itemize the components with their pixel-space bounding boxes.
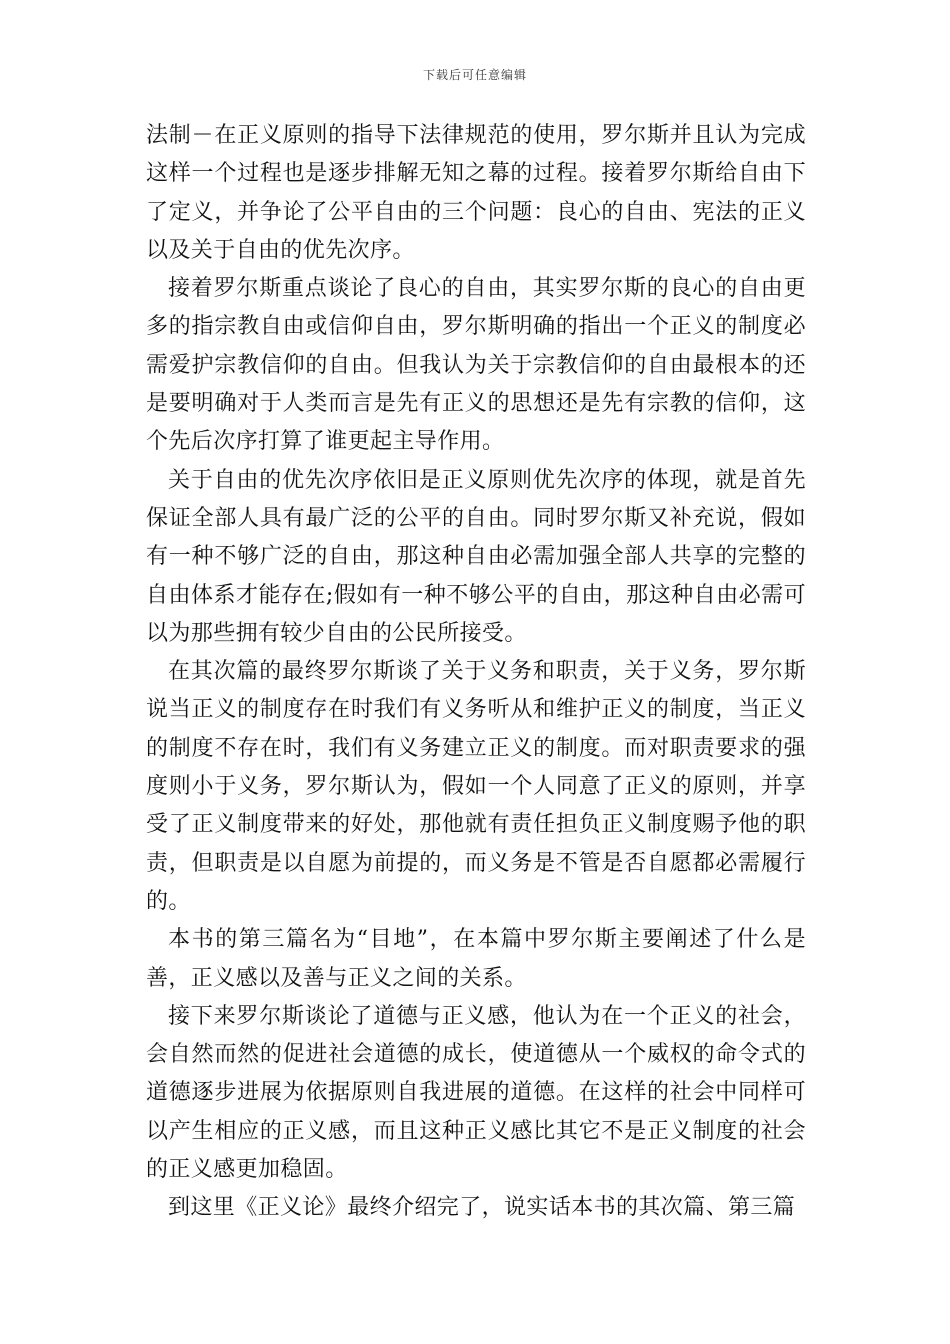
- paragraph-6: 接下来罗尔斯谈论了道德与正义感，他认为在一个正义的社会，会自然而然的促进社会道德的成长，使道德从一个威权的命令式的道德逐步进展为依据原则自我进展的道德。在这样的社会中同样可以产生相应的正义感，而且这种正义感比其它不是正义制度的社会的正义感更加稳固。: [146, 1003, 806, 1183]
- paragraph-1: 法制－在正义原则的指导下法律规范的使用，罗尔斯并且认为完成这样一个过程也是逐步排解无知之幕的过程。接着罗尔斯给自由下了定义，并争论了公平自由的三个问题：良心的自由、宪法的正义以及关于自由的优先次序。: [146, 123, 806, 263]
- document-body: [146, 117, 806, 1228]
- paragraph-2: 接着罗尔斯重点谈论了良心的自由，其实罗尔斯的良心的自由更多的指宗教自由或信仰自由，罗尔斯明确的指出一个正义的制度必需爱护宗教信仰的自由。但我认为关于宗教信仰的自由最根本的还是要明确对于人类而言是先有正义的思想还是先有宗教的信仰，这个先后次序打算了谁更起主导作用。: [146, 276, 806, 455]
- paragraph-4: 在其次篇的最终罗尔斯谈了关于义务和职责，关于义务，罗尔斯说当正义的制度存在时我们有义务听从和维护正义的制度，当正义的制度不存在时，我们有义务建立正义的制度。而对职责要求的强度则小于义务，罗尔斯认为，假如一个人同意了正义的原则，并享受了正义制度带来的好处，那他就有责任担负正义制度赐予他的职责，但职责是以自愿为前提的，而义务是不管是否自愿都必需履行的。: [146, 659, 806, 914]
- paragraph-3: 关于自由的优先次序依旧是正义原则优先次序的体现，就是首先保证全部人具有最广泛的公平的自由。同时罗尔斯又补充说，假如有一种不够广泛的自由，那这种自由必需加强全部人共享的完整的自由体系才能存在;假如有一种不够公平的自由，那这种自由必需可以为那些拥有较少自由的公民所接受。: [146, 467, 806, 646]
- paragraph-5: 本书的第三篇名为“目地”，在本篇中罗尔斯主要阐述了什么是善，正义感以及善与正义之间的关系。: [146, 927, 806, 991]
- page-header-note: 下载后可任意编辑: [422, 68, 527, 82]
- paragraph-7: 到这里《正义论》最终介绍完了，说实话本书的其次篇、第三篇: [168, 1195, 796, 1221]
